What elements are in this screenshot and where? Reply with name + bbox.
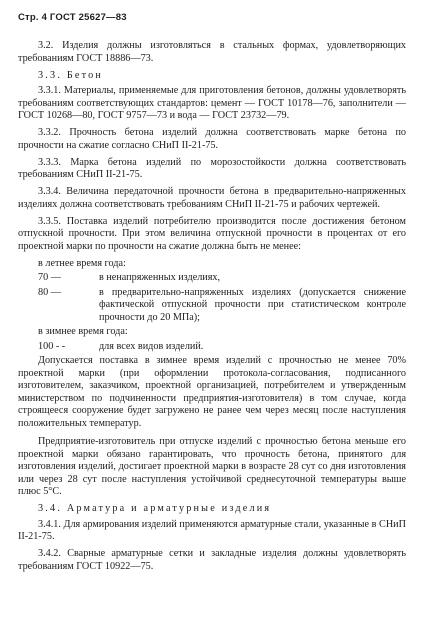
paragraph: 3.4.2. Сварные арматурные сетки и закладные изделия должны удовлетворять требованиям ГОСТ 10922—75.	[18, 548, 406, 572]
list-item-number: 100 - -	[38, 340, 66, 352]
paragraph: Предприятие-изготовитель при отпуске изделий с прочностью бетона меньше его проектной марки обязано гарантировать, что прочность бетона, принятого для изготовления изделий, достигает проектной марки в возрасте 28 сут со дня изготовления или через 28 сут после наступления устойчивой среднесуточной температуры выше плюс 5°С.	[18, 436, 406, 497]
paragraph: 3.2. Изделия должны изготовляться в стальных формах, удовлетворяющих требованиям ГОСТ 18886—73.	[18, 40, 406, 64]
section-heading: 3.3. Бетон	[38, 69, 104, 81]
paragraph: 3.3.4. Величина передаточной прочности бетона в предварительно-напряженных изделиях должна соответствовать требованиям СНиП II-21-75 и рабочих чертежей.	[18, 186, 406, 210]
paragraph: 3.3.3. Марка бетона изделий по морозостойкости должна соответствовать требованиям СНиП II-21-75.	[18, 156, 406, 180]
paragraph: 3.3.2. Прочность бетона изделий должна соответствовать марке бетона по прочности на сжатие согласно СНиП II-21-75.	[18, 127, 406, 151]
list-item	[18, 272, 406, 285]
page-header: Стр. 4 ГОСТ 25627—83	[18, 12, 127, 23]
list-item	[18, 341, 406, 354]
list-item-text: для всех видов изделий.	[99, 340, 204, 352]
paragraph: 3.4.1. Для армирования изделий применяются арматурные стали, указанные в СНиП II-21-75.	[18, 518, 406, 542]
list-item-number: 80 —	[38, 286, 61, 298]
section-heading: 3.4. Арматура и арматурные изделия	[38, 503, 272, 514]
list-item	[18, 287, 406, 325]
document-body	[18, 40, 406, 578]
paragraph: в зимнее время года:	[38, 326, 128, 337]
paragraph: в летнее время года:	[38, 257, 126, 269]
list-item-number: 70 —	[38, 272, 61, 283]
paragraph: Допускается поставка в зимнее время изделий с прочностью не менее 70% проектной марки (при оформлении протокола-согласования, подписанного изготовителем, заказчиком, проектной организацией, потребителем и утвержденным министерством по подчиненности предприятия-изготовителя) в том случае, когда строящееся сооружение будет загружено не ранее чем через месяц после наступления положительных температур.	[18, 355, 406, 429]
paragraph: 3.3.1. Материалы, применяемые для приготовления бетонов, должны удовлетворять требованиям соответствующих стандартов: цемент — ГОСТ 10178—76, заполнители — ГОСТ 10268—80, ГОСТ 9757—73 и вода — ГОСТ 23732—79.	[18, 85, 406, 121]
paragraph: 3.3.5. Поставка изделий потребителю производится после достижения бетоном отпускной прочности. При этом величина отпускной прочности в процентах от его проектной марки по прочности на сжатие должна быть не менее:	[18, 215, 406, 252]
list-item-text: в ненапряженных изделиях,	[99, 272, 221, 283]
list-item-text: в предварительно-напряженных изделиях (допускается снижение фактической отпускной прочности при статистическом контроле прочности до 20 МПа);	[99, 286, 406, 323]
